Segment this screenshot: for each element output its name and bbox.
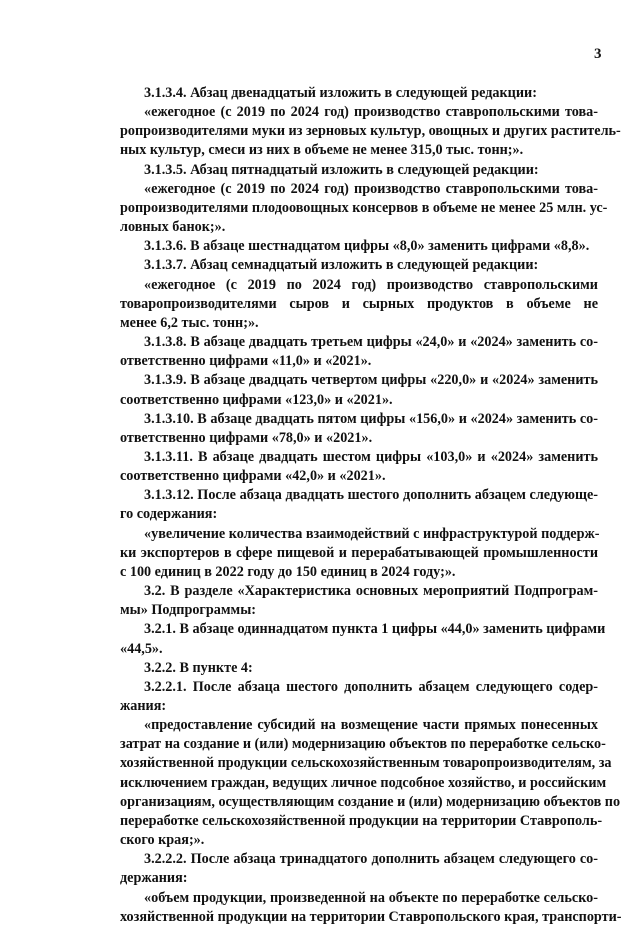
paragraph <box>120 237 598 256</box>
paragraph-line: 3.2.2.1. После абзаца шестого дополнить абзацем следующего содер- <box>144 678 598 695</box>
paragraph-line: хозяйственной продукции сельскохозяйственным товаропроизводителям, за <box>120 755 612 772</box>
paragraph <box>120 850 598 888</box>
paragraph <box>120 448 598 486</box>
paragraph-line: 3.1.3.8. В абзаце двадцать третьем цифры «24,0» и «2024» заменить со- <box>144 334 598 351</box>
paragraph-line: товаропроизводителями сыров и сырных продуктов в объеме не <box>120 295 598 312</box>
paragraph <box>120 659 598 678</box>
paragraph-line: жания: <box>120 698 167 714</box>
paragraph-line: «объем продукции, произведенной на объекте по переработке сельско- <box>144 889 598 906</box>
paragraph-line: держания: <box>120 870 188 887</box>
paragraph <box>120 582 598 620</box>
paragraph-line: «44,5». <box>120 640 163 657</box>
paragraph <box>120 333 598 371</box>
paragraph-line: ответственно цифрами «11,0» и «2021». <box>120 353 372 370</box>
paragraph-line: го содержания: <box>120 506 218 523</box>
paragraph-line: мы» Подпрограммы: <box>120 602 256 619</box>
paragraph <box>120 103 621 160</box>
paragraph-line: «ежегодное (с 2019 по 2024 год) производство ставропольскими това- <box>144 104 598 121</box>
paragraph-line: 3.1.3.10. В абзаце двадцать пятом цифры «156,0» и «2024» заменить со- <box>144 410 598 427</box>
paragraph-line: 3.1.3.12. После абзаца двадцать шестого дополнить абзацем следующе- <box>144 487 598 504</box>
paragraph <box>120 410 598 448</box>
paragraph <box>120 276 598 333</box>
paragraph-line: ловных банок;». <box>120 219 226 236</box>
paragraph-line: ропроизводителями плодоовощных консервов в объеме не менее 25 млн. ус- <box>120 199 608 216</box>
paragraph-line: 3.1.3.9. В абзаце двадцать четвертом цифры «220,0» и «2024» заменить <box>144 372 598 389</box>
paragraph-line: исключением граждан, ведущих личное подсобное хозяйство, и российским <box>120 774 607 791</box>
paragraph-line: затрат на создание и (или) модернизацию объектов по переработке сельско- <box>120 736 606 753</box>
paragraph-line: соответственно цифрами «123,0» и «2021». <box>120 391 393 408</box>
paragraph-line: 3.1.3.5. Абзац пятнадцатый изложить в следующей редакции: <box>144 161 539 178</box>
paragraph-line: 3.2.1. В абзаце одиннадцатом пункта 1 цифры «44,0» заменить цифрами <box>144 621 606 638</box>
paragraph-line: 3.1.3.6. В абзаце шестнадцатом цифры «8,0» заменить цифрами «8,8». <box>144 238 590 255</box>
paragraph <box>120 161 598 180</box>
paragraph-line: 3.1.3.4. Абзац двенадцатый изложить в следующей редакции: <box>144 85 537 101</box>
paragraph <box>120 525 598 582</box>
paragraph <box>120 180 608 237</box>
paragraph-line: «увеличение количества взаимодействий с инфраструктурой поддерж- <box>144 525 600 542</box>
paragraph-line: менее 6,2 тыс. тонн;». <box>120 314 259 331</box>
paragraph-line: хозяйственной продукции на территории Ставропольского края, транспорти- <box>120 908 622 925</box>
paragraph-line: ского края;». <box>120 832 205 849</box>
paragraph <box>120 371 598 409</box>
page-number: 3 <box>594 46 602 62</box>
paragraph-line: «ежегодное (с 2019 по 2024 год) производство ставропольскими това- <box>144 180 598 197</box>
paragraph-line: 3.1.3.11. В абзаце двадцать шестом цифры «103,0» и «2024» заменить <box>144 448 598 465</box>
paragraph-line: 3.1.3.7. Абзац семнадцатый изложить в следующей редакции: <box>144 257 539 274</box>
paragraph-line: 3.2.2. В пункте 4: <box>144 659 253 676</box>
paragraph-line: ных культур, смеси из них в объеме не менее 315,0 тыс. тонн;». <box>120 142 524 159</box>
paragraph <box>120 620 606 658</box>
paragraph-line: организациям, осуществляющим создание и (или) модернизацию объектов по <box>120 793 621 810</box>
paragraph-line: «ежегодное (с 2019 по 2024 год) производство ставропольскими <box>144 276 598 293</box>
paragraph <box>120 256 598 275</box>
paragraph-line: переработке сельскохозяйственной продукции на территории Ставрополь- <box>120 812 603 829</box>
paragraph <box>120 716 621 850</box>
paragraph-line: с 100 единиц в 2022 году до 150 единиц в 2024 году;». <box>120 563 456 580</box>
paragraph-line: ответственно цифрами «78,0» и «2021». <box>120 429 373 446</box>
paragraph <box>120 889 622 927</box>
paragraph-line: 3.2. В разделе «Характеристика основных мероприятий Подпрограм- <box>144 583 598 600</box>
document-body <box>120 84 622 927</box>
paragraph-line: 3.2.2.2. После абзаца тринадцатого дополнить абзацем следующего со- <box>144 851 598 868</box>
paragraph-line: ки экспортеров в сфере пищевой и перерабатывающей промышленности <box>120 544 598 561</box>
paragraph <box>120 84 598 103</box>
paragraph <box>120 486 598 524</box>
paragraph-line: ропроизводителями муки из зерновых культур, овощных и других раститель- <box>120 123 621 140</box>
paragraph <box>120 678 598 716</box>
paragraph-line: соответственно цифрами «42,0» и «2021». <box>120 468 386 485</box>
paragraph-line: «предоставление субсидий на возмещение части прямых понесенных <box>144 717 598 734</box>
